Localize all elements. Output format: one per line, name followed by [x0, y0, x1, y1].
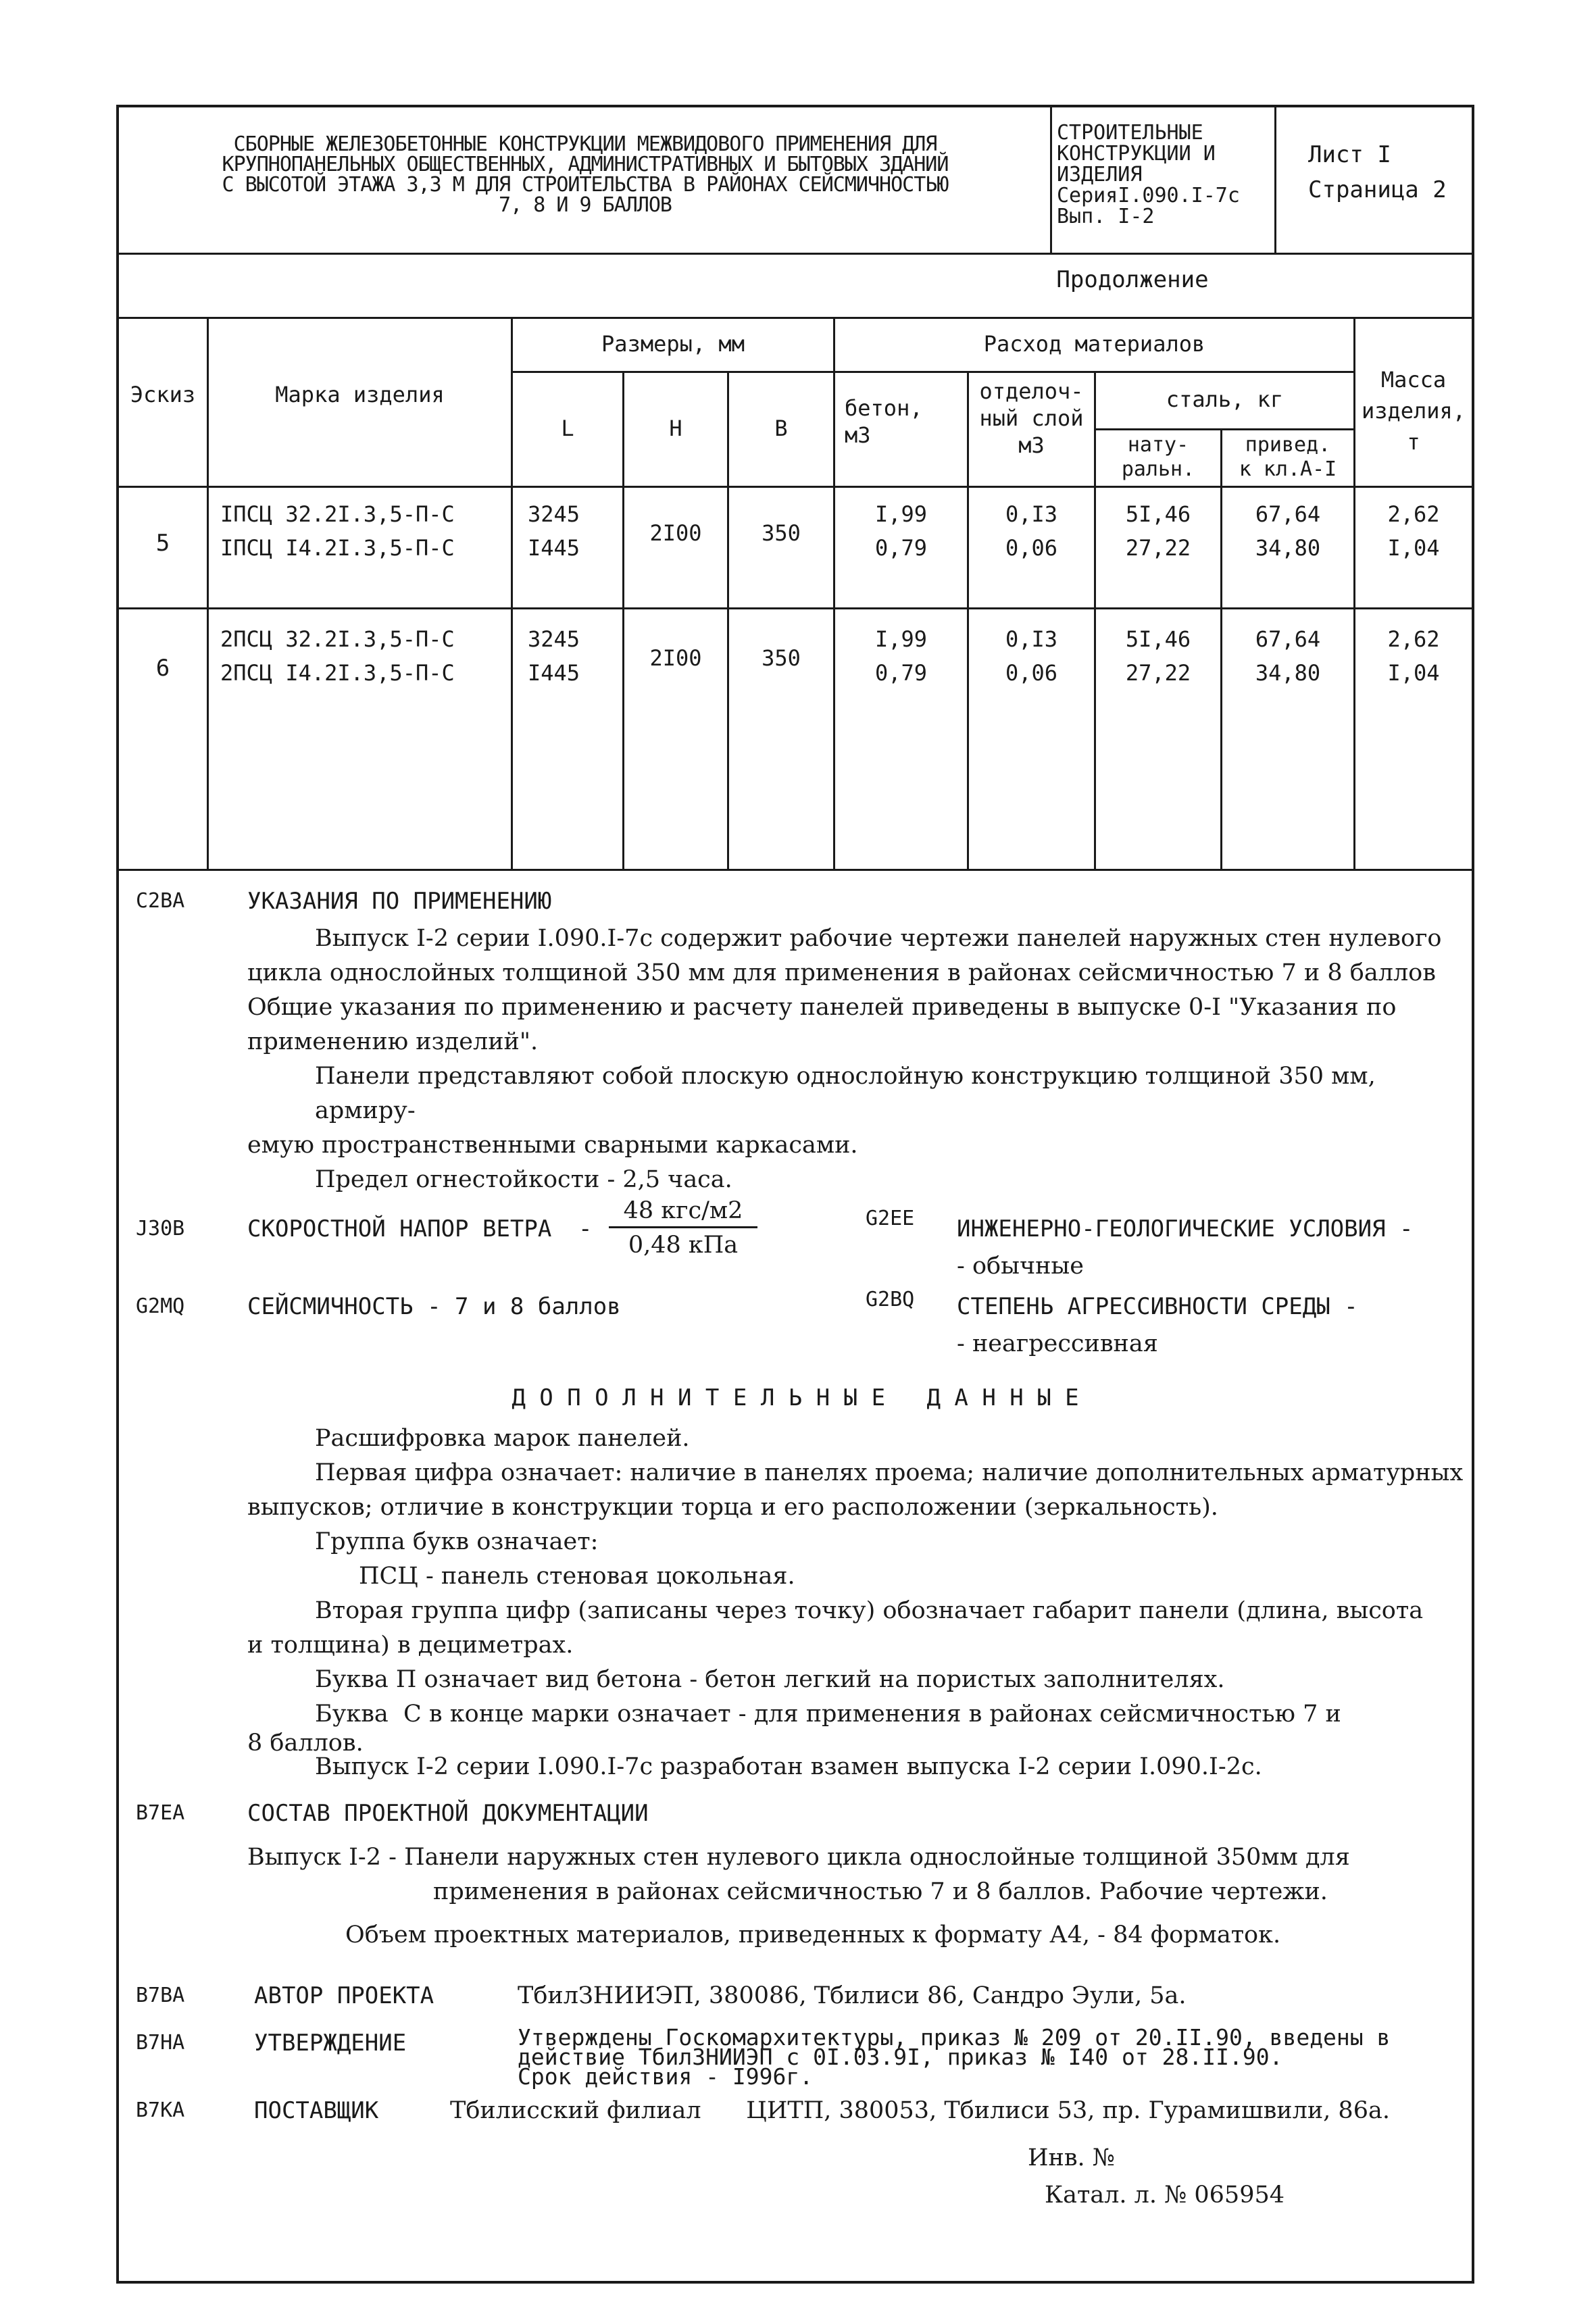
title-line: СБОРНЫЕ ЖЕЛЕЗОБЕТОННЫЕ КОНСТРУКЦИИ МЕЖВИДОВОГО ПРИМЕНЕНИЯ ДЛЯ [233, 132, 937, 156]
paragraph-line: емую пространственными сварными каркасами. [247, 1132, 858, 1159]
documentation-volume: Объем проектных материалов, приведенных к формату А4, - 84 форматок. [345, 1921, 1281, 1948]
column-header-materials: Расход материалов [983, 331, 1205, 357]
header-text: изделия, [1361, 398, 1466, 424]
documentation-line: Выпуск I-2 - Панели наружных стен нулевого цикла однослойные толщиной 350мм для [247, 1844, 1350, 1871]
paragraph-line: и толщина) в дециметрах. [247, 1632, 574, 1659]
column-header-steel: сталь, кг [1166, 386, 1284, 412]
cell-mark: IПСЦ I4.2I.3,5-П-С [220, 535, 455, 561]
table-grid-line [622, 371, 624, 871]
paragraph-line: 8 баллов. [247, 1730, 364, 1757]
table-grid-line [511, 317, 513, 871]
paragraph-line: Выпуск I-2 серии I.090.I-7c разработан взамен выпуска I-2 серии I.090.I-2c. [315, 1753, 1262, 1780]
header-text: т [1407, 429, 1420, 455]
series-info [1057, 122, 1272, 227]
paragraph-line: Расшифровка марок панелей. [315, 1425, 690, 1452]
document-page [116, 105, 1474, 2284]
section-heading-documentation: СОСТАВ ПРОЕКТНОЙ ДОКУМЕНТАЦИИ [247, 1800, 649, 1827]
header-text: м3 [1018, 432, 1045, 458]
header-text: к кл.А-I [1239, 457, 1337, 481]
series-line: ИЗДЕЛИЯ [1057, 163, 1143, 186]
header-text: бетон, [845, 395, 923, 421]
usage-text [247, 922, 1464, 1197]
approval-line: Утверждены Госкомархитектуры, приказ № 209 от 20.II.90, введены в [518, 2024, 1391, 2051]
additional-text [247, 1422, 1464, 1779]
series-line: СТРОИТЕЛЬНЫЕ [1057, 121, 1203, 145]
cell-steel-reduced: 67,64 [1255, 626, 1321, 652]
table-grid-line [511, 371, 1355, 373]
aggressiveness-value: - неагрессивная [957, 1330, 1158, 1357]
paragraph-line: Буква П означает вид бетона - бетон легкий на пористых заполнителях. [315, 1666, 1225, 1693]
table-grid-line [727, 371, 729, 871]
cell-steel-reduced: 67,64 [1255, 501, 1321, 527]
header-text: нату- [1127, 433, 1189, 457]
inventory-number: Инв. № [1028, 2144, 1115, 2171]
column-header-finish [969, 378, 1094, 459]
section-code: B7EA [136, 1801, 185, 1825]
cell-concrete: I,99 [874, 626, 928, 652]
header-text: ральн. [1121, 457, 1195, 481]
catalog-sheet-number: Катал. л. № 065954 [1045, 2182, 1285, 2209]
geological-conditions-label: ИНЖЕНЕРНО-ГЕОЛОГИЧЕСКИЕ УСЛОВИЯ - [957, 1215, 1414, 1242]
header-text: отделоч- [979, 378, 1084, 404]
approval-line: действие ТбилЗНИИЭП с 0I.03.9I, приказ № I40 от 28.II.90. [518, 2044, 1283, 2070]
cell-L: I445 [528, 660, 580, 686]
column-header-B: B [774, 416, 788, 441]
paragraph-line: Первая цифра означает: наличие в панелях проема; наличие дополнительных арматурных [315, 1459, 1464, 1486]
cell-L: 3245 [528, 501, 580, 527]
paragraph-line: Общие указания по применению и расчету панелей приведены в выпуске 0-I "Указания по [247, 994, 1397, 1021]
cell-steel-natural: 27,22 [1125, 660, 1191, 686]
paragraph-line: Выпуск I-2 серии I.090.I-7c содержит рабочие чертежи панелей наружных стен нулевого [315, 925, 1442, 952]
paragraph-line: ПСЦ - панель стеновая цокольная. [359, 1563, 795, 1590]
column-header-L: L [561, 416, 574, 441]
cell-mass: I,04 [1387, 535, 1440, 561]
header-text: м3 [845, 422, 871, 448]
column-header-H: H [669, 416, 682, 441]
header-text: ный слой [979, 405, 1084, 431]
title-line: КРУПНОПАНЕЛЬНЫХ ОБЩЕСТВЕННЫХ, АДМИНИСТРАТИВНЫХ И БЫТОВЫХ ЗДАНИЙ [222, 153, 949, 176]
cell-concrete: I,99 [874, 501, 928, 527]
section-code: B7BA [136, 1984, 185, 2007]
cell-finish: 0,I3 [1005, 626, 1058, 652]
table-grid-line [119, 869, 1472, 871]
paragraph-line: Панели представляют собой плоскую однослойную конструкцию толщиной 350 мм, армиру- [315, 1063, 1376, 1124]
section-code: B7HA [136, 2031, 185, 2055]
author-label: АВТОР ПРОЕКТА [254, 1982, 434, 2009]
cell-mark: 2ПСЦ 32.2I.3,5-П-С [220, 626, 455, 652]
cell-H: 2I00 [649, 520, 702, 546]
continuation-label: Продолжение [1056, 266, 1209, 293]
supplier-label: ПОСТАВЩИК [254, 2097, 379, 2124]
section-code: G2MQ [136, 1294, 185, 1318]
cell-steel-reduced: 34,80 [1255, 535, 1321, 561]
title-block-bottom-line [119, 253, 1472, 255]
cell-steel-natural: 5I,46 [1125, 626, 1191, 652]
column-header-mark: Марка изделия [275, 382, 445, 407]
series-line: Вып. I-2 [1057, 205, 1155, 228]
wind-dash: - [578, 1215, 593, 1242]
supplier-value: Тбилисский филиал ЦИТП, 380053, Тбилиси 53, пр. Гурамишвили, 86а. [450, 2097, 1390, 2124]
cell-L: I445 [528, 535, 580, 561]
seismicity-label: СЕЙСМИЧНОСТЬ - 7 и 8 баллов [247, 1293, 621, 1320]
cell-mark: 2ПСЦ I4.2I.3,5-П-С [220, 660, 455, 686]
cell-mark: IПСЦ 32.2I.3,5-П-С [220, 501, 455, 527]
series-line: СерияI.090.I-7c [1057, 184, 1240, 207]
section-code: J30B [136, 1217, 185, 1240]
cell-mass: I,04 [1387, 660, 1440, 686]
column-header-dimensions: Размеры, мм [601, 331, 745, 357]
column-header-reduced [1222, 433, 1353, 482]
approval-text [518, 2024, 1391, 2090]
wind-pressure-label: СКОРОСТНОЙ НАПОР ВЕТРА [247, 1215, 552, 1242]
section-code: B7KA [136, 2098, 185, 2122]
section-code: G2BQ [866, 1288, 915, 1311]
cell-finish: 0,06 [1005, 535, 1058, 561]
geological-conditions-value: - обычные [957, 1253, 1084, 1280]
sheet-number: Лист I [1308, 141, 1391, 168]
cell-finish: 0,I3 [1005, 501, 1058, 527]
header-text: привед. [1245, 433, 1331, 457]
paragraph-line: Буква С в конце марки означает - для применения в районах сейсмичностью 7 и [315, 1701, 1341, 1728]
page-number: Страница 2 [1308, 176, 1447, 203]
cell-steel-natural: 5I,46 [1125, 501, 1191, 527]
title-block-divider-2 [1274, 107, 1276, 253]
wind-value-denominator: 0,48 кПа [628, 1232, 739, 1259]
approval-line: Срок действия - I996г. [518, 2063, 814, 2090]
paragraph-line: выпусков; отличие в конструкции торца и его расположении (зеркальность). [247, 1494, 1218, 1521]
section-code: G2EE [866, 1207, 915, 1230]
wind-value-numerator: 48 кгс/м2 [609, 1195, 757, 1228]
cell-B: 350 [762, 645, 801, 671]
header-text: Масса [1380, 367, 1447, 393]
cell-mass: 2,62 [1387, 501, 1440, 527]
paragraph-line: Вторая группа цифр (записаны через точку) обозначает габарит панели (длина, высота [315, 1597, 1424, 1624]
aggressiveness-label: СТЕПЕНЬ АГРЕССИВНОСТИ СРЕДЫ - [957, 1293, 1358, 1320]
table-grid-line [119, 486, 1472, 488]
cell-concrete: 0,79 [874, 660, 928, 686]
section-heading-usage: УКАЗАНИЯ ПО ПРИМЕНЕНИЮ [247, 888, 552, 915]
cell-steel-natural: 27,22 [1125, 535, 1191, 561]
paragraph-line: цикла однослойных толщиной 350 мм для применения в районах сейсмичностью 7 и 8 баллов [247, 959, 1436, 986]
paragraph-line: Группа букв означает: [315, 1528, 599, 1555]
documentation-line: применения в районах сейсмичностью 7 и 8 баллов. Рабочие чертежи. [433, 1878, 1328, 1905]
wind-pressure-value [609, 1195, 757, 1262]
column-header-natural [1096, 433, 1220, 482]
cell-mass: 2,62 [1387, 626, 1440, 652]
paragraph-line: Предел огнестойкости - 2,5 часа. [315, 1166, 732, 1193]
series-line: КОНСТРУКЦИИ И [1057, 142, 1216, 166]
cell-L: 3245 [528, 626, 580, 652]
author-value: ТбилЗНИИЭП, 380086, Тбилиси 86, Сандро Эули, 5а. [518, 1982, 1187, 2009]
cell-B: 350 [762, 520, 801, 546]
column-header-concrete [835, 395, 967, 449]
paragraph-line: применению изделий". [247, 1028, 539, 1055]
column-header-mass [1355, 364, 1472, 457]
table-grid-line [119, 607, 1472, 609]
title-line: 7, 8 И 9 БАЛЛОВ [499, 193, 672, 217]
document-title [132, 134, 1038, 216]
cell-finish: 0,06 [1005, 660, 1058, 686]
table-top-line [119, 317, 1472, 319]
approval-label: УТВЕРЖДЕНИЕ [254, 2030, 407, 2057]
table-grid-line [1094, 428, 1355, 430]
title-line: С ВЫСОТОЙ ЭТАЖА 3,3 М ДЛЯ СТРОИТЕЛЬСТВА В РАЙОНАХ СЕЙСМИЧНОСТЬЮ [222, 173, 949, 197]
cell-sketch: 6 [155, 655, 170, 682]
cell-H: 2I00 [649, 645, 702, 671]
cell-steel-reduced: 34,80 [1255, 660, 1321, 686]
column-header-sketch: Эскиз [130, 382, 196, 407]
cell-concrete: 0,79 [874, 535, 928, 561]
cell-sketch: 5 [155, 530, 170, 557]
title-block-divider-1 [1050, 107, 1052, 253]
section-code: C2BA [136, 889, 185, 913]
section-heading-additional: Д О П О Л Н И Т Е Л Ь Н Ы Е Д А Н Н Ы Е [512, 1384, 1079, 1411]
